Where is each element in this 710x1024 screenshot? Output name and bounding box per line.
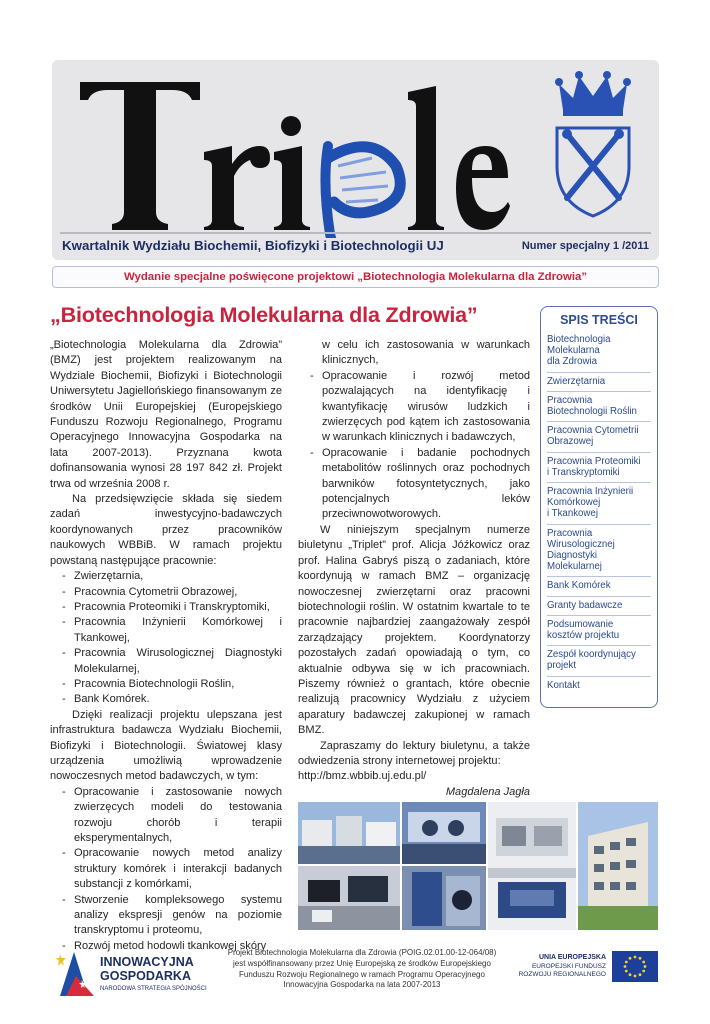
eu-flag-icon — [612, 951, 658, 982]
list-item: - Opracowanie i zastosowanie nowych zwierzęcych modeli do testowania rozwoju chorób i terapii eksperymentalnych, — [62, 785, 282, 847]
toc-item[interactable]: Biotechnologia Molekularna dla Zdrowia — [547, 331, 651, 373]
list-item: - Opracowanie nowych metod analizy struktury komórek i interakcji badanych substancji z komórkami, — [62, 846, 282, 892]
list-item: - Pracownia Inżynierii Komórkowej i Tkankowej, — [62, 615, 282, 646]
ig-line-1: INNOWACYJNA — [100, 955, 194, 969]
author-signature: Magdalena Jagła — [445, 785, 530, 798]
lab-photo-collage — [298, 802, 658, 930]
triplet-logo — [72, 62, 512, 238]
article-title: „Biotechnologia Molekularna dla Zdrowia” — [50, 302, 478, 327]
eu-line-1: UNIA EUROPEJSKA — [538, 954, 606, 961]
toc-item[interactable]: Granty badawcze — [547, 597, 651, 616]
toc-item[interactable]: Zwierzętarnia — [547, 373, 651, 392]
table-of-contents — [540, 306, 658, 708]
paragraph: Dzięki realizacji projektu ulepszana jest infrastruktura badawcza Wydziału Biochemii, Biofizyki i Biotechnologii. Światowej klasy urządzenia umożliwią wprowadzenie nowoczesnych metod badawczych, w tym: — [50, 708, 282, 783]
toc-item[interactable]: Kontakt — [547, 679, 580, 691]
methods-list — [62, 785, 282, 954]
list-item: - Pracownia Wirusologicznej Diagnostyki Molekularnej, — [62, 646, 282, 677]
paragraph: W niniejszym specjalnym numerze biuletynu „Triplet” prof. Alicja Jóźkowicz oraz prof. Halina Gabryś piszą o zadaniach, które koordynują w ramach BMZ – organizację nowoczesnej zwierzętarni oraz pracowni biotechnologii roślin. W ostatnim kwartale to te pracownie najbardziej zaangażowały zespół zarządzający projektem. Koordynatorzy pozostałych zadań opowiadają o tym, co aktualnie odbywa się w ich pracowniach. Piszemy również o grantach, które obecnie realizują pracownicy Wydziału z użyciem aparatury badawczej zakupionej w ramach BMZ. — [298, 523, 530, 737]
paragraph: Zapraszamy do lektury biuletynu, a także odwiedzenia strony internetowej projektu: — [298, 739, 530, 767]
funding-statement: Projekt Biotechnologia Molekularna dla Zdrowia (POIG.02.01.00-12-064/08) jest współfinansowany przez Unię Europejską ze środków Europejskiego Funduszu Rozwoju Regionalnego w ramach Programu Operacyjnego Innowacyjna Gospodarka na lata 2007-2013 — [227, 948, 497, 990]
toc-item[interactable]: Bank Komórek — [547, 577, 651, 596]
paragraph: Na przedsięwzięcie składa się siedem zadań inwestycyjno-badawczych koordynowanych przez pracowników naukowych WBBiB. W ramach projektu powstaną następujące pracownie: — [50, 493, 282, 567]
toc-item[interactable]: Zespół koordynujący projekt — [547, 646, 651, 676]
list-item: - Opracowanie i rozwój metod pozwalających na identyfikację i kwantyfikację wirusów ludzkich i zwierzęcych pod kątem ich zastosowania w warunkach klinicznych i badawczych, — [310, 369, 530, 446]
project-url-link[interactable]: http://bmz.wbbib.uj.edu.pl/ — [298, 770, 427, 783]
toc-title: SPIS TREŚCI — [560, 313, 638, 327]
publication-subtitle: Kwartalnik Wydziału Biochemii, Biofizyki i Biotechnologii UJ — [62, 238, 444, 253]
lab-photo-workbench — [402, 802, 486, 864]
ig-line-2: GOSPODARKA — [100, 969, 191, 983]
masthead — [52, 60, 659, 260]
list-item: - Stworzenie kompleksowego systemu analizy ekspresji genów na poziomie transkryptomu i proteomu, — [62, 893, 282, 939]
ig-line-3: NARODOWA STRATEGIA SPÓJNOŚCI — [100, 986, 207, 992]
lab-photo-cabinet — [402, 866, 486, 930]
list-item: - Zwierzętarnia, — [62, 569, 282, 584]
special-edition-banner: Wydanie specjalne poświęcone projektowi „Biotechnologia Molekularna dla Zdrowia” — [52, 266, 659, 288]
innowacyjna-gospodarka-logo — [54, 946, 224, 1006]
lab-photo-microscopes — [298, 866, 400, 930]
eu-label — [516, 954, 606, 980]
toc-item[interactable]: Pracownia Proteomiki i Transkryptomiki — [547, 453, 651, 483]
lab-photo-instruments — [488, 802, 576, 930]
toc-item[interactable]: Pracownia Cytometrii Obrazowej — [547, 422, 651, 452]
university-crest-icon — [549, 70, 637, 220]
issue-number: Numer specjalny 1 /2011 — [521, 240, 649, 252]
eu-line-3: ROZWOJU REGIONALNEGO — [518, 971, 606, 978]
article-column-1 — [50, 338, 282, 954]
list-item: - Opracowanie i badanie pochodnych metabolitów roślinnych oraz pochodnych barwników fotosyntetycznych, jako potencjalnych leków przeciwnowotworowych. — [310, 446, 530, 523]
masthead-divider — [60, 232, 651, 234]
lab-photo-analyzers — [298, 802, 400, 864]
list-item: - Rozwój metod hodowli tkankowej skóry — [62, 939, 282, 954]
list-continuation: w celu ich zastosowania w warunkach klinicznych, — [322, 339, 530, 367]
eu-line-2: EUROPEJSKI FUNDUSZ — [531, 962, 606, 970]
paragraph: „Biotechnologia Molekularna dla Zdrowia” (BMZ) jest projektem realizowanym na Wydziale Biochemii, Biofizyki i Biotechnologii Uniwersytetu Jagiellońskiego finansowanym ze środków Unii Europejskiej (Europejskiego Funduszu Rozwoju Regionalnego, Programu Operacyjnego Innowacyjna Gospodarka na lata 2007-2013). Przyznana kwota dofinansowania wynosi 28 197 842 zł. Projekt trwa od września 2008 r. — [50, 339, 282, 490]
list-item: - Pracownia Cytometrii Obrazowej, — [62, 585, 282, 600]
lab-list — [62, 569, 282, 708]
toc-item[interactable]: Podsumowanie kosztów projektu — [547, 616, 651, 646]
toc-item[interactable]: Pracownia Wirusologicznej Diagnostyki Molekularnej — [547, 525, 651, 578]
list-item: - Bank Komórek. — [62, 692, 282, 707]
toc-item[interactable]: Pracownia Biotechnologii Roślin — [547, 392, 651, 422]
methods-list-continued — [310, 369, 530, 523]
toc-item[interactable]: Pracownia Inżynierii Komórkowej i Tkankowej — [547, 483, 651, 525]
list-item: - Pracownia Proteomiki i Transkryptomiki, — [62, 600, 282, 615]
faculty-building-photo — [578, 802, 658, 930]
list-item: - Pracownia Biotechnologii Roślin, — [62, 677, 282, 692]
article-column-2 — [298, 338, 530, 800]
